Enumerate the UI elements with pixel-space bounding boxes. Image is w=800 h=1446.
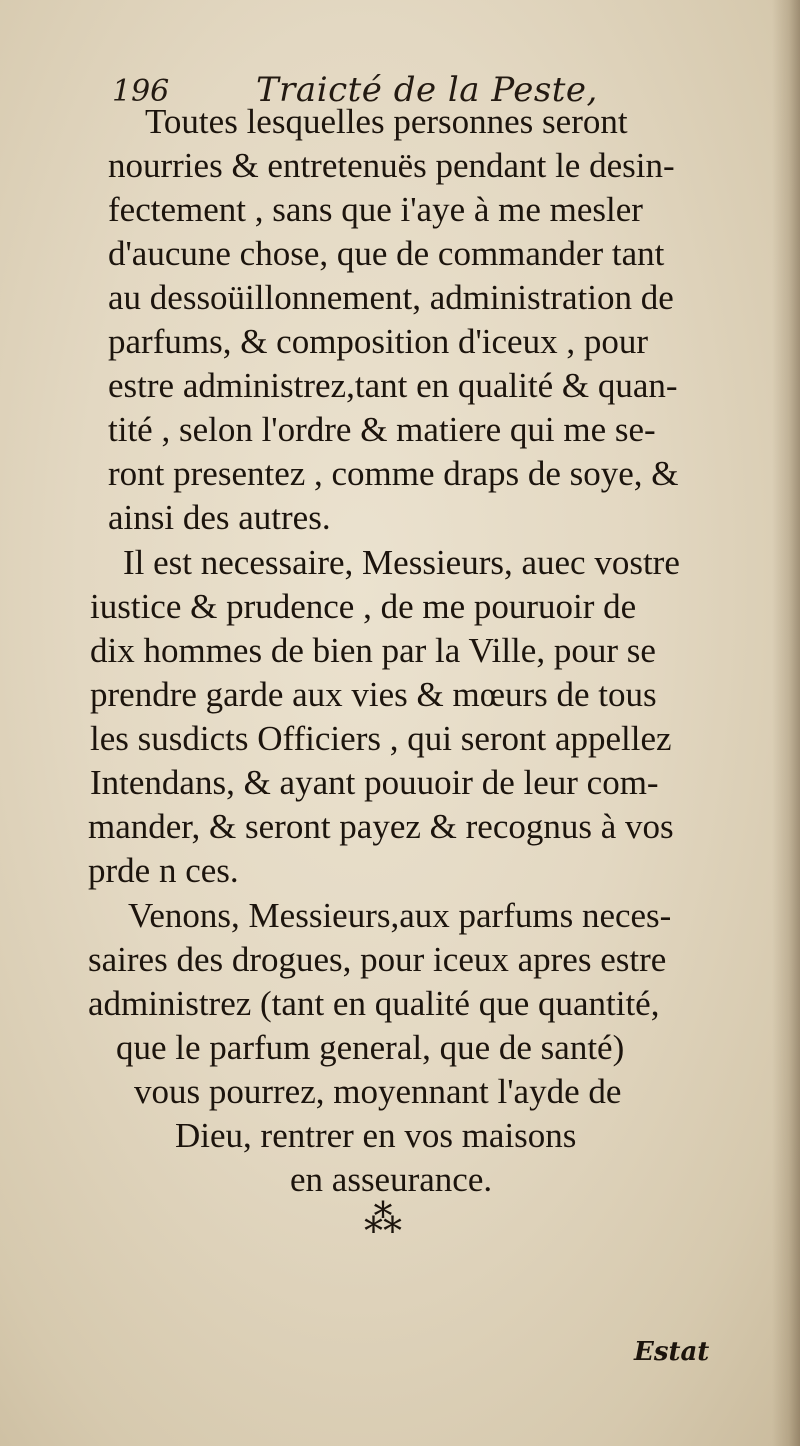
text-line: iustice & prudence , de me pouruoir de <box>90 587 637 626</box>
text-line: ainsi des autres. <box>108 498 331 537</box>
text-line: nourries & entretenuës pendant le desin- <box>108 146 675 185</box>
page-number: 196 <box>112 74 170 109</box>
text-line: fectement , sans que i'aye à me mesler <box>108 190 643 229</box>
text-line: vous pourrez, moyennant l'ayde de <box>134 1072 622 1111</box>
text-line: administrez (tant en qualité que quantité, <box>88 984 660 1023</box>
text-line: en asseurance. <box>290 1160 493 1199</box>
text-line: Il est necessaire, Messieurs, auec vostre <box>123 543 680 582</box>
text-line: prde n ces. <box>88 851 239 890</box>
text-line: les susdicts Officiers , qui seront appellez <box>90 719 672 758</box>
text-line: mander, & seront payez & recognus à vos <box>88 807 674 846</box>
catchword: Estat <box>634 1337 710 1367</box>
text-line: que le parfum general, que de santé) <box>116 1028 625 1067</box>
text-line: parfums, & composition d'iceux , pour <box>108 322 648 361</box>
text-line: Dieu, rentrer en vos maisons <box>175 1116 577 1155</box>
text-line: au dessoüillonnement, administration de <box>108 278 674 317</box>
running-title: Traicté de la Peste, <box>256 70 598 110</box>
text-line: prendre garde aux vies & mœurs de tous <box>90 675 657 714</box>
text-line: Toutes lesquelles personnes seront <box>145 102 628 141</box>
text-line: saires des drogues, pour iceux apres estre <box>88 940 667 979</box>
text-line: tité , selon l'ordre & matiere qui me se- <box>108 410 656 449</box>
text-line: d'aucune chose, que de commander tant <box>108 234 665 273</box>
body-text <box>0 103 800 1243</box>
text-line: Intendans, & ayant pouuoir de leur com- <box>90 763 659 802</box>
text-line: ront presentez , comme draps de soye, & <box>108 454 679 493</box>
asterism-ornament: ⁂ <box>364 1199 402 1241</box>
text-line: Venons, Messieurs,aux parfums neces- <box>128 896 672 935</box>
text-line: dix hommes de bien par la Ville, pour se <box>90 631 656 670</box>
text-line: estre administrez,tant en qualité & quan- <box>108 366 678 405</box>
